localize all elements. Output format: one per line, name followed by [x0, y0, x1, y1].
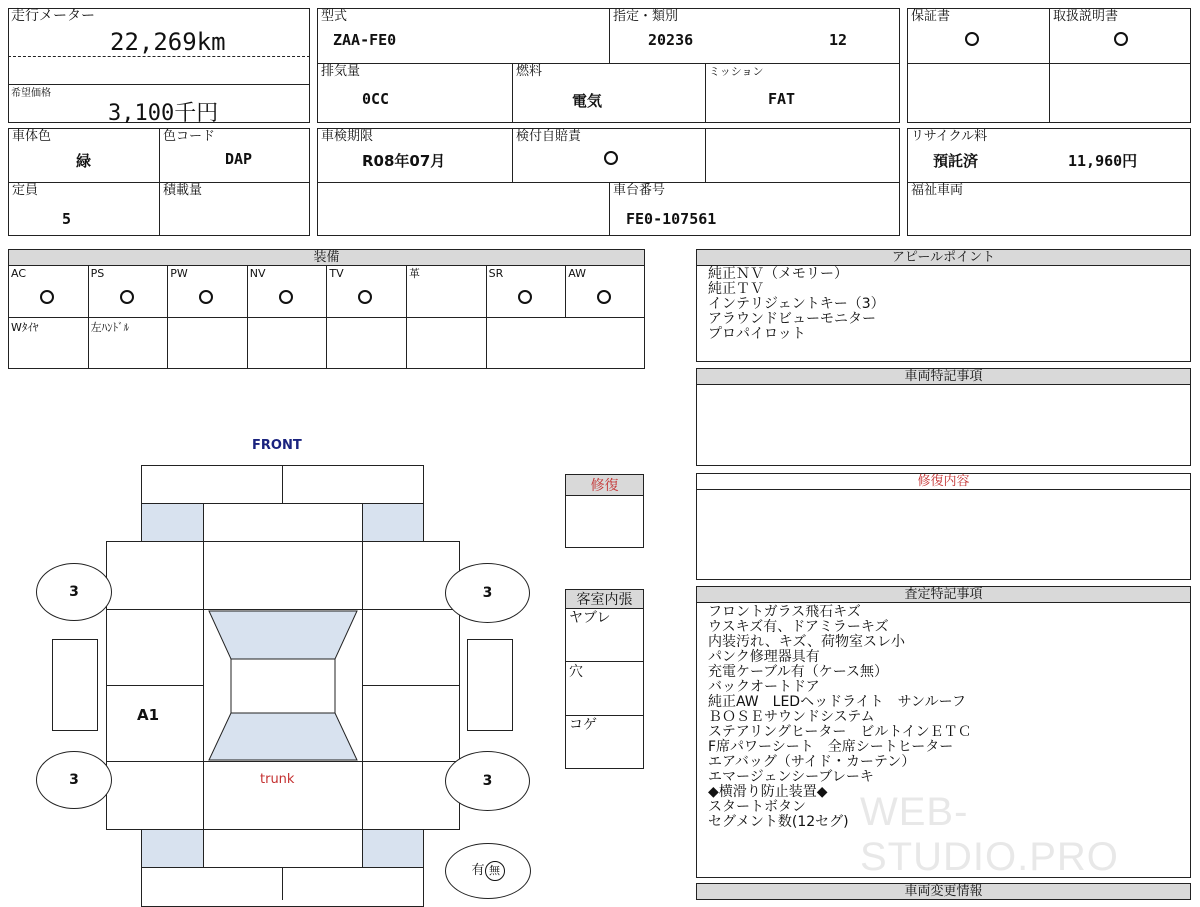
welfare-label: 福祉車両 — [911, 183, 964, 198]
inspection-value: R08年07月 — [362, 152, 446, 170]
tire-front-left: 3 — [36, 563, 112, 621]
appeal-line: インテリジェントキー（3） — [708, 296, 885, 312]
interior-item-burn: コゲ — [569, 717, 597, 733]
spare-yes: 有 — [471, 863, 485, 878]
equipment-label-2: PW — [170, 267, 188, 280]
price-label: 希望価格 — [11, 88, 51, 99]
headlight-left — [141, 503, 204, 542]
tire-rear-left: 3 — [36, 751, 112, 809]
interior-item-tear: ヤブレ — [569, 610, 611, 626]
warranty-label: 保証書 — [911, 9, 951, 24]
side-sill-left — [52, 639, 98, 731]
fender-fl — [106, 541, 204, 610]
assessment-header: 査定特記事項 — [696, 586, 1191, 603]
fuel-value: 電気 — [572, 92, 603, 110]
interior-box — [565, 608, 644, 769]
model-value: ZAA-FE0 — [333, 31, 397, 49]
equipment-row2-label-0: Wﾀｲﾔ — [11, 321, 39, 334]
assessment-line: ウスキズ有、ドアミラーキズ — [708, 619, 889, 635]
color-label: 車体色 — [12, 129, 52, 144]
equipment-check-0 — [40, 290, 54, 304]
manual-label: 取扱説明書 — [1053, 9, 1119, 24]
model-label: 型式 — [321, 9, 348, 24]
equipment-check-1 — [120, 290, 134, 304]
door-fr — [362, 609, 460, 686]
mission-value: FAT — [768, 90, 796, 108]
recycle-value: 11,960円 — [1068, 152, 1138, 170]
equipment-check-3 — [279, 290, 293, 304]
capacity-label: 定員 — [12, 183, 39, 198]
door-rr — [362, 685, 460, 762]
appeal-line: プロパイロット — [708, 326, 806, 342]
appeal-text — [708, 267, 885, 342]
assessment-line: ＢＯＳＥサウンドシステム — [708, 709, 875, 725]
roof — [231, 659, 335, 713]
assessment-line: エアバッグ（サイド・カーテン） — [708, 754, 916, 770]
assessment-line: ステアリングヒーター ビルトインＥＴＣ — [708, 724, 972, 740]
repair-detail-box — [696, 489, 1191, 580]
designation-value-1: 20236 — [648, 31, 694, 49]
displacement-label: 排気量 — [321, 64, 361, 79]
designation-value-2: 12 — [829, 31, 848, 49]
load-label: 積載量 — [163, 183, 203, 198]
assessment-line: 充電ケーブル有（ケース無） — [708, 664, 889, 680]
interior-item-hole: 穴 — [569, 664, 583, 680]
insurance-label: 検付自賠責 — [516, 129, 582, 144]
recycle-status: 預託済 — [933, 152, 979, 170]
displacement-value: 0CC — [362, 90, 390, 108]
meter-label: 走行メーター — [11, 8, 95, 24]
assessment-line: エマージェンシーブレーキ — [708, 769, 874, 785]
hood-top — [203, 503, 363, 542]
change-info-header: 車両変更情報 — [696, 883, 1191, 900]
capacity-value: 5 — [62, 210, 72, 228]
rear-panel — [203, 829, 363, 868]
recycle-label: リサイクル料 — [911, 129, 988, 144]
repair-header: 修復 — [565, 474, 644, 496]
price-value: 3,100千円 — [108, 101, 219, 126]
spare-tire-indicator — [445, 843, 531, 899]
equipment-label-4: TV — [329, 267, 344, 280]
equipment-label-1: PS — [90, 267, 105, 280]
equipment-label-3: NV — [249, 267, 266, 280]
assessment-line: ◆横滑り防止装置◆ — [708, 784, 828, 800]
trunk-label: trunk — [260, 772, 295, 787]
assessment-line: 内装汚れ、キズ、荷物室スレ小 — [708, 634, 905, 650]
equipment-label-0: AC — [11, 267, 27, 280]
color-value: 緑 — [76, 152, 92, 170]
windshield — [209, 611, 357, 659]
assessment-line: パンク修理器具有 — [708, 649, 820, 665]
equipment-header: 装備 — [8, 249, 645, 266]
assessment-line: バックオートドア — [708, 679, 820, 695]
quarter-rl — [106, 761, 204, 830]
tire-rear-right: 3 — [445, 751, 530, 811]
interior-header: 客室内張 — [565, 589, 644, 609]
appeal-line: 純正ＴＶ — [708, 281, 764, 297]
spare-no: 無 — [485, 861, 505, 881]
chassis-value: FE0-107561 — [626, 210, 717, 228]
assessment-line: スタートボタン — [708, 799, 806, 815]
assessment-line: 純正AW LEDヘッドライト サンルーフ — [708, 694, 966, 710]
repair-detail-header: 修復内容 — [696, 473, 1191, 490]
mission-label: ミッション — [709, 65, 764, 78]
appeal-line: 純正ＮＶ（メモリー） — [708, 266, 848, 282]
assessment-line: フロントガラス飛石キズ — [708, 604, 861, 620]
quarter-rr — [362, 761, 460, 830]
inspection-label: 車検期限 — [321, 129, 374, 144]
assessment-line: F席パワーシート 全席シートヒーター — [708, 739, 954, 755]
headlight-right — [362, 503, 424, 542]
meter-value: 22,269km — [110, 28, 226, 56]
hood — [203, 541, 363, 610]
taillight-left — [141, 829, 204, 868]
equipment-label-7: AW — [568, 267, 586, 280]
damage-mark-a1: A1 — [137, 706, 160, 724]
equipment-row2-label-1: 左ﾊﾝﾄﾞﾙ — [90, 321, 130, 334]
special-header: 車両特記事項 — [696, 368, 1191, 385]
color-code-label: 色コード — [163, 129, 216, 144]
door-fl — [106, 609, 204, 686]
side-sill-right — [467, 639, 513, 731]
glass-diagram — [203, 609, 363, 762]
color-code-value: DAP — [225, 150, 253, 168]
appeal-header: アピールポイント — [696, 249, 1191, 266]
front-label: FRONT — [252, 438, 302, 453]
rear-window — [209, 713, 357, 760]
warranty-circle — [965, 32, 979, 46]
taillight-right — [362, 829, 424, 868]
equipment-label-6: SR — [488, 267, 504, 280]
equipment-label-5: 革 — [409, 267, 420, 280]
designation-label: 指定・類別 — [613, 9, 679, 24]
assessment-line: セグメント数(12セグ) — [708, 814, 849, 830]
tire-front-right: 3 — [445, 563, 530, 623]
chassis-label: 車台番号 — [613, 183, 666, 198]
equipment-check-6 — [518, 290, 532, 304]
manual-circle — [1114, 32, 1128, 46]
special-box — [696, 384, 1191, 466]
appeal-line: アラウンドビューモニター — [708, 311, 876, 327]
insurance-circle — [604, 151, 618, 165]
fuel-label: 燃料 — [516, 64, 543, 79]
watermark: WEB-STUDIO.PRO — [860, 790, 1119, 879]
repair-box — [565, 495, 644, 548]
